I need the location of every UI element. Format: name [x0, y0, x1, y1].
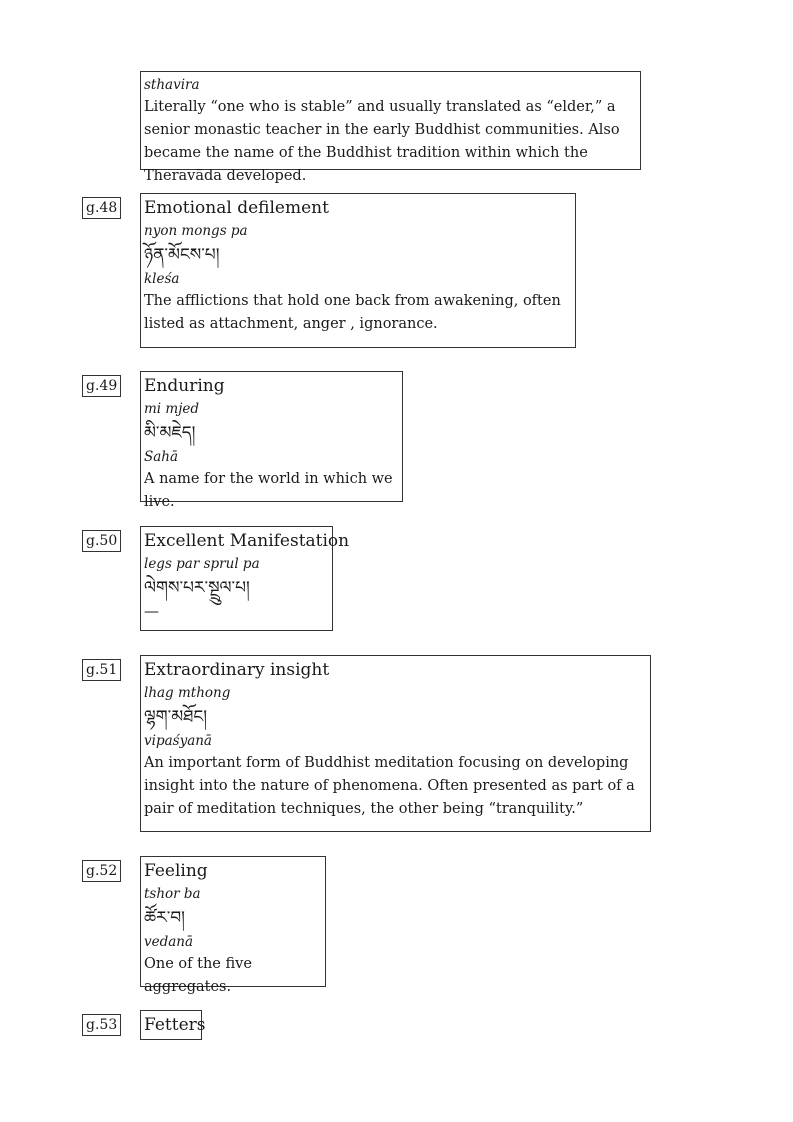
no-sanskrit-dash: — — [144, 602, 159, 620]
entry-number: g.50 — [82, 530, 121, 552]
glossary-entry — [140, 193, 576, 348]
definition: One of the five aggregates. — [144, 956, 252, 995]
tibetan-script: ཉོན་མོངས་པ། — [144, 245, 220, 265]
sanskrit-term: vedanā — [144, 934, 194, 950]
wylie-transliteration: tshor ba — [144, 886, 201, 902]
entry-number: g.49 — [82, 375, 121, 397]
definition: A name for the world in which we live. — [144, 471, 393, 510]
entry-number: g.51 — [82, 659, 121, 681]
entry-number: g.48 — [82, 197, 121, 219]
wylie-transliteration: mi mjed — [144, 401, 200, 417]
entry-number: g.52 — [82, 860, 121, 882]
sanskrit-term: vipaśyanā — [144, 733, 212, 749]
sanskrit-term: kleśa — [144, 271, 180, 287]
entry-term: Enduring — [144, 376, 225, 396]
entry-term: Feeling — [144, 861, 208, 881]
definition: An important form of Buddhist meditation focusing on developing insight into the nature of phenomena. Often presented as part of a pair of meditation techniques, the other being “tranquility.” — [144, 755, 635, 817]
glossary-entry — [140, 526, 350, 631]
sanskrit-term: sthavira — [144, 77, 200, 93]
tibetan-script: ལེགས་པར་སྔྲུལ་པ། — [144, 578, 250, 598]
tibetan-script: མི་མཇེད། — [144, 423, 196, 443]
wylie-transliteration: lhag mthong — [144, 685, 231, 701]
wylie-transliteration: nyon mongs pa — [144, 223, 248, 239]
entry-term: Excellent Manifestation — [144, 531, 350, 551]
tibetan-script: ཚོར་བ། — [144, 908, 185, 928]
glossary-entry — [140, 371, 403, 510]
entry-number: g.53 — [82, 1014, 121, 1036]
glossary-entry — [140, 856, 326, 995]
entry-term: Fetters — [144, 1015, 206, 1035]
definition: Literally “one who is stable” and usually translated as “elder,” a senior monastic teacher in the early Buddhist communities. Also became the name of the Buddhist tradition within which the Theravāda developed. — [144, 99, 620, 184]
tibetan-script: ལྷག་མཐོང། — [144, 707, 207, 727]
glossary-entry — [140, 1010, 206, 1040]
glossary-entry-prev — [140, 71, 641, 184]
glossary-entry — [140, 655, 651, 832]
entry-term: Emotional defilement — [144, 198, 329, 218]
definition: The afflictions that hold one back from awakening, often listed as attachment, anger , ignorance. — [144, 293, 561, 332]
sanskrit-term: Sahā — [144, 449, 179, 465]
entry-term: Extraordinary insight — [144, 660, 330, 680]
wylie-transliteration: legs par sprul pa — [144, 556, 260, 572]
